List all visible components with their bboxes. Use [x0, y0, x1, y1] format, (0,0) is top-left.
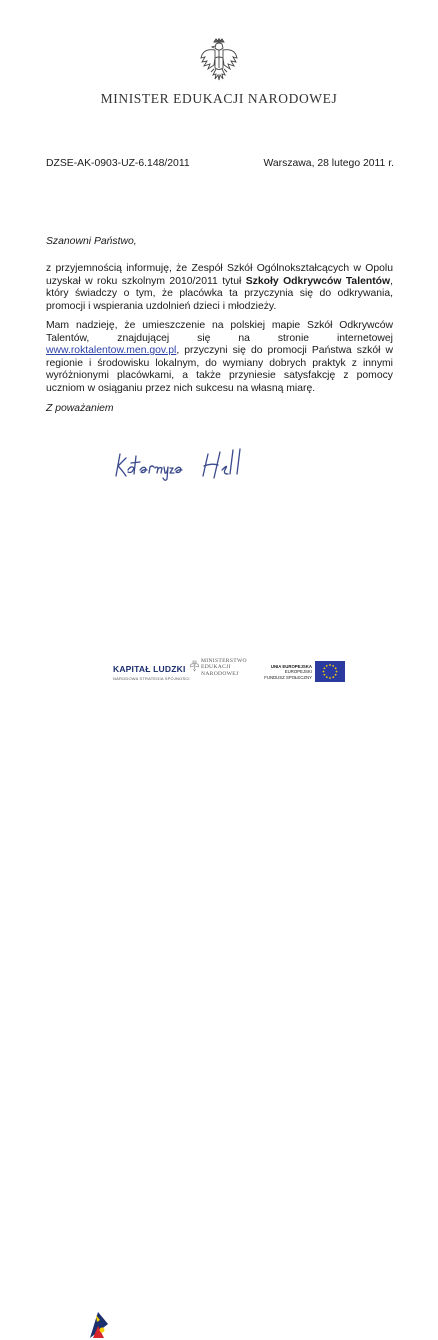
paragraph-1 [46, 263, 393, 313]
eu-line-3: FUNDUSZ SPOŁECZNY [264, 674, 312, 680]
eu-line-2: EUROPEJSKI [284, 669, 312, 675]
eu-line-1: UNIA EUROPEJSKA [270, 664, 312, 669]
paragraph-2-text-before: Mam nadzieję, że umieszczenie na polskiej mapie Szkół Odkrywców Talentów, znajdującej się na stronie internetowej [46, 320, 393, 344]
paragraph-2-text-after: , przyczyni się do promocji Państwa szkół w regionie i środowisku lokalnym, do wymiany dobrych praktyk z innymi wyróżnionymi placówkami, a także przyniesie satysfakcję z pomocy uczniom w osiąganiu przez nich sukcesu na własną miarę. [46, 345, 393, 394]
award-title: Szkoły Odkrywców Talentów [245, 275, 391, 287]
paragraph-1-text-after: , który świadczy o tym, że placówka ta przyczynia się do odkrywania, promocji i wspierania uzdolnień dzieci i młodzieży. [46, 275, 393, 312]
ministry-logo-text [201, 658, 247, 677]
kapital-ludzki-title: KAPITAŁ LUDZKI [113, 664, 186, 674]
polish-eagle-emblem-icon [199, 38, 239, 84]
letter-date: Warszawa, 28 lutego 2011 r. [263, 158, 394, 169]
paragraph-2 [46, 320, 393, 396]
salutation: Szanowni Państwo, [46, 236, 137, 247]
ministry-small-eagle-icon [190, 660, 199, 672]
closing: Z poważaniem [46, 403, 114, 414]
paragraph-1-text-before: z przyjemnością informuję, że Zespół Szkół Ogólnokształcących w Opolu uzyskał w roku szkolnym 2010/2011 tytuł [46, 263, 393, 287]
kapital-ludzki-subtitle: NARODOWA STRATEGIA SPÓJNOŚCI [113, 676, 190, 681]
handwritten-signature [112, 446, 272, 486]
eu-flag-icon [315, 661, 345, 682]
ministry-logo-line-3: NARODOWEJ [201, 670, 239, 677]
kapital-ludzki-logo-icon [88, 1310, 110, 1340]
ministry-logo-line-2: EDUKACJI [201, 664, 231, 671]
ministry-name: MINISTER EDUKACJI NARODOWEJ [100, 91, 338, 106]
reference-number: DZSE-AK-0903-UZ-6.148/2011 [46, 158, 190, 169]
website-link[interactable]: www.roktalentow.men.gov.pl [46, 345, 177, 357]
eu-text [258, 664, 312, 680]
ministry-logo-line-1: MINISTERSTWO [201, 658, 247, 664]
